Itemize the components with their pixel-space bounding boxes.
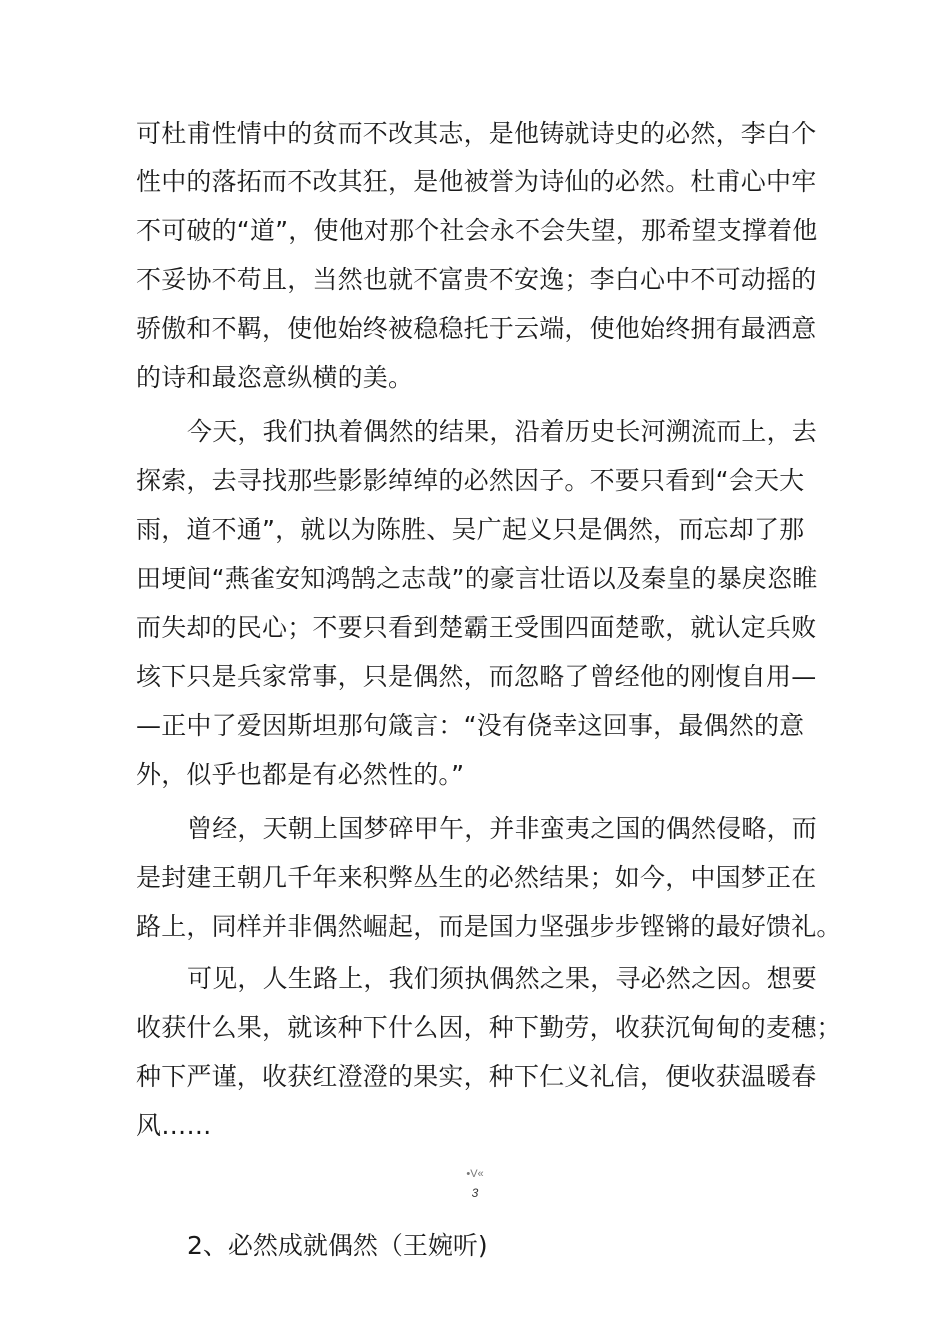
- paragraph-2-line-8: 外，似乎也都是有必然性的。”: [136, 760, 465, 789]
- paragraph-1-line-3: 不可破的“道”，使他对那个社会永不会失望，那希望支撑着他: [136, 216, 818, 245]
- section-heading: 2、必然成就偶然（王婉听): [187, 1231, 488, 1260]
- paragraph-2-line-5: 而失却的民心；不要只看到楚霸王受围四面楚歌，就认定兵败: [136, 613, 817, 642]
- page-number: 3: [471, 1186, 479, 1200]
- paragraph-2-line-6: 垓下只是兵家常事，只是偶然，而忽略了曾经他的刚愎自用—: [136, 662, 817, 691]
- page-footer-mark: •V«: [466, 1168, 484, 1180]
- paragraph-2-line-7: —正中了爱因斯坦那句箴言：“没有侥幸这回事，最偶然的意: [136, 711, 805, 740]
- paragraph-3-line-2: 是封建王朝几千年来积弊丛生的必然结果；如今，中国梦正在: [136, 863, 817, 892]
- paragraph-1-line-2: 性中的落拓而不改其狂，是他被誉为诗仙的必然。杜甫心中牢: [136, 167, 817, 196]
- paragraph-1-line-5: 骄傲和不羁，使他始终被稳稳托于云端，使他始终拥有最洒意: [136, 314, 817, 343]
- paragraph-1-line-6: 的诗和最恣意纵横的美。: [136, 363, 414, 392]
- paragraph-2-line-1: 今天，我们执着偶然的结果，沿着历史长河溯流而上，去: [187, 417, 818, 446]
- paragraph-2-line-4: 田埂间“燕雀安知鸿鹄之志哉”的豪言壮语以及秦皇的暴戾恣睢: [136, 564, 818, 593]
- paragraph-1-line-1: 可杜甫性情中的贫而不改其志，是他铸就诗史的必然，李白个: [136, 119, 817, 148]
- paragraph-3-line-3: 路上，同样并非偶然崛起，而是国力坚强步步铿锵的最好馈礼。: [136, 912, 842, 941]
- paragraph-4-line-1: 可见，人生路上，我们须执偶然之果，寻必然之因。想要: [187, 964, 818, 993]
- paragraph-3-line-1: 曾经，天朝上国梦碎甲午，并非蛮夷之国的偶然侵略，而: [187, 814, 818, 843]
- paragraph-2-line-2: 探索，去寻找那些影影绰绰的必然因子。不要只看到“会天大: [136, 466, 805, 495]
- paragraph-4-line-4: 风……: [136, 1111, 212, 1140]
- paragraph-1-line-4: 不妥协不苟且，当然也就不富贵不安逸；李白心中不可动摇的: [136, 265, 817, 294]
- paragraph-4-line-3: 种下严谨，收获红澄澄的果实，种下仁义礼信，便收获温暖春: [136, 1062, 817, 1091]
- paragraph-2-line-3: 雨，道不通”，就以为陈胜、吴广起义只是偶然，而忘却了那: [136, 515, 805, 544]
- paragraph-4-line-2: 收获什么果，就该种下什么因，种下勤劳，收获沉甸甸的麦穗；: [136, 1013, 842, 1042]
